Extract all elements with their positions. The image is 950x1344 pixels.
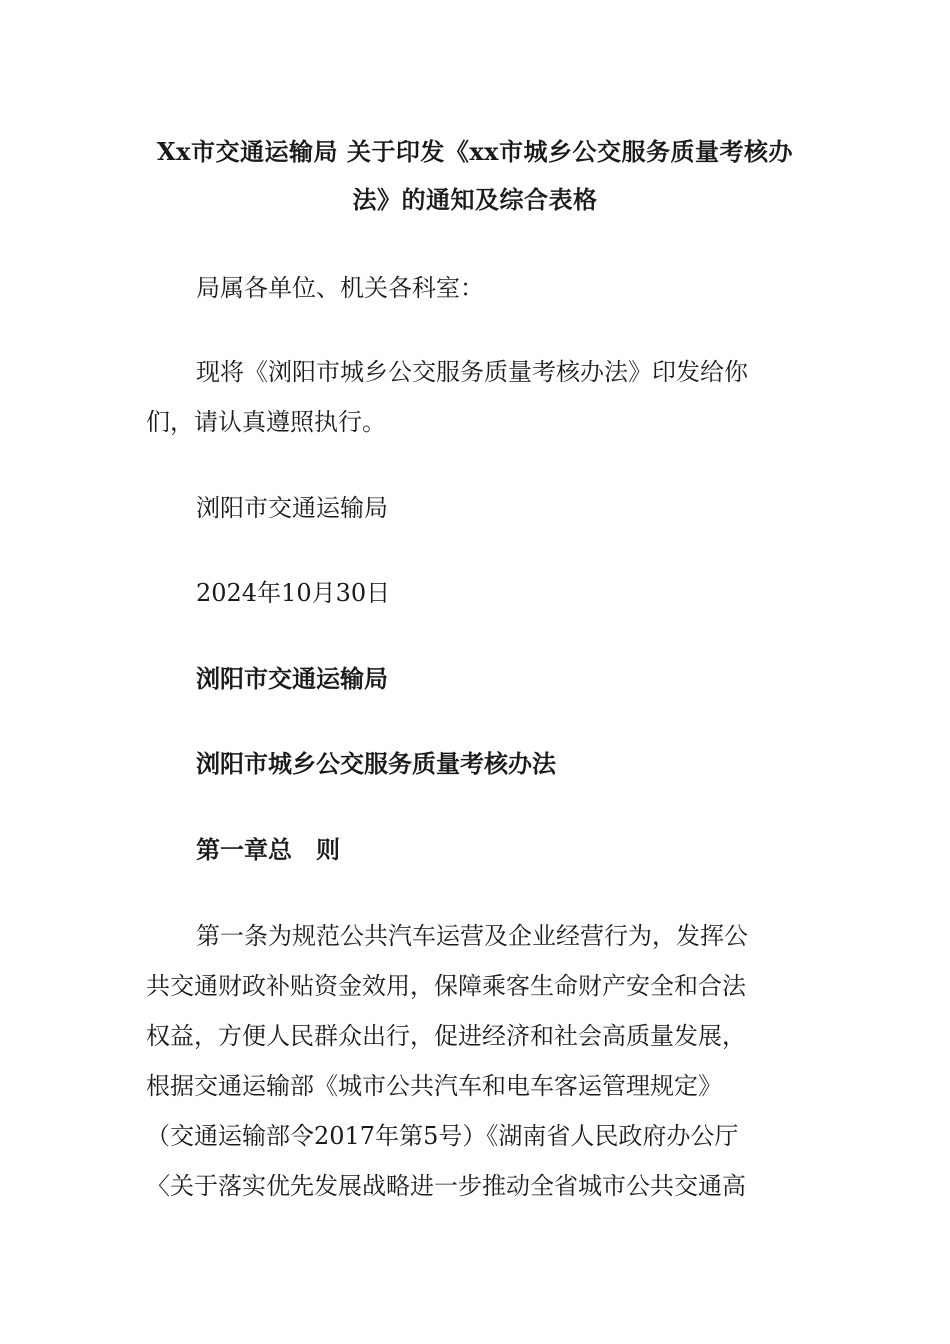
article-1-line: （交通运输部令2017年第5号）《湖南省人民政府办公厅	[146, 1122, 739, 1150]
article-1-line: 权益，方便人民群众出行，促进经济和社会高质量发展，	[146, 1022, 746, 1050]
issuer-heading: 浏阳市交通运输局	[196, 664, 388, 693]
notice-line-2: 们，请认真遵照执行。	[146, 408, 386, 436]
salutation: 局属各单位、机关各科室：	[196, 274, 484, 302]
article-1-line: 根据交通运输部《城市公共汽车和电车客运管理规定》	[146, 1072, 722, 1100]
notice-line-1: 现将《浏阳市城乡公交服务质量考核办法》印发给你	[196, 358, 748, 386]
title-line-2: 法》的通知及综合表格	[352, 185, 598, 214]
article-1-line: 共交通财政补贴资金效用，保障乘客生命财产安全和合法	[146, 972, 746, 1000]
article-1-line: 第一条为规范公共汽车运营及企业经营行为，发挥公	[196, 922, 748, 950]
issue-date: 2024年10月30日	[196, 579, 391, 607]
article-1	[146, 911, 794, 1211]
measures-title: 浏阳市城乡公交服务质量考核办法	[196, 749, 556, 778]
article-1-line: 〈关于落实优先发展战略进一步推动全省城市公共交通高	[146, 1172, 746, 1200]
document-title	[130, 128, 820, 224]
title-line-1: Xx市交通运输局 关于印发《xx市城乡公交服务质量考核办	[157, 137, 793, 166]
issuer: 浏阳市交通运输局	[196, 494, 388, 522]
chapter-title: 第一章总 则	[196, 835, 340, 864]
